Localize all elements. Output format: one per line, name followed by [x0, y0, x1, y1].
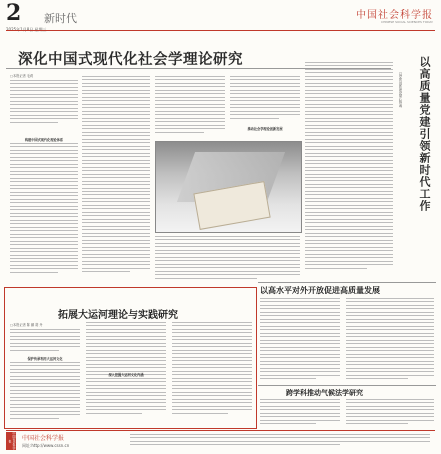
open-article-rule — [258, 282, 436, 283]
main-text-col4 — [230, 76, 300, 124]
law-article-title: 跨学科推动气候法学研究 — [286, 389, 363, 397]
footer-logo: 中国社会科学报 — [8, 432, 16, 450]
canal-text-col3 — [172, 322, 252, 424]
vertical-article-title: 以高质量党建引领新时代工作 — [418, 56, 431, 212]
vertical-article-subtitle: 以党的创新理论凝心铸魂 — [398, 72, 402, 108]
masthead: 中国社会科学报 — [356, 10, 433, 21]
law-article-rule — [258, 385, 436, 386]
main-text-col3 — [155, 76, 225, 138]
header-rule — [6, 30, 435, 31]
open-article-title: 以高水平对外开放促进高质量发展 — [260, 286, 380, 295]
main-text-col1a — [10, 80, 78, 135]
main-text-col1b — [10, 143, 78, 283]
canal-text-col1b — [10, 362, 80, 424]
page-number: 2 — [6, 0, 22, 26]
photo-exhibit — [155, 141, 302, 233]
canal-subhead-1: 保护传承利用大运河文化 — [27, 357, 63, 361]
main-text-col2 — [82, 76, 150, 283]
main-text-bottom — [155, 236, 300, 283]
footer-info — [130, 434, 430, 448]
footer-url[interactable]: 网址:http://www.cssn.cn — [22, 443, 70, 448]
masthead-subtitle: CHINESE SOCIAL SCIENCES TODAY — [380, 20, 433, 24]
main-subhead-2: 推动社会学理论创新发展 — [247, 127, 283, 131]
open-text-col1 — [260, 298, 340, 384]
main-subhead-1: 构建中国式现代化理论体系 — [24, 138, 64, 142]
canal-article-title: 拓展大运河理论与实践研究 — [58, 310, 178, 321]
law-text-col1 — [260, 399, 340, 427]
canal-text-col1a — [10, 329, 80, 354]
footer-paper-name: 中国社会科学报 — [22, 435, 65, 442]
main-byline: □本报记者 毛莉 — [10, 74, 34, 78]
main-headline: 深化中国式现代化社会学理论研究 — [18, 52, 243, 68]
canal-subhead-2: 深入挖掘大运河文化内涵 — [108, 373, 144, 377]
canal-byline: □本报记者 陈 鹏 胡 丹 — [10, 323, 43, 327]
section-title: 新时代 — [44, 12, 77, 25]
law-text-col2 — [346, 399, 434, 427]
right-text-col — [305, 62, 393, 280]
open-text-col2 — [346, 298, 434, 384]
